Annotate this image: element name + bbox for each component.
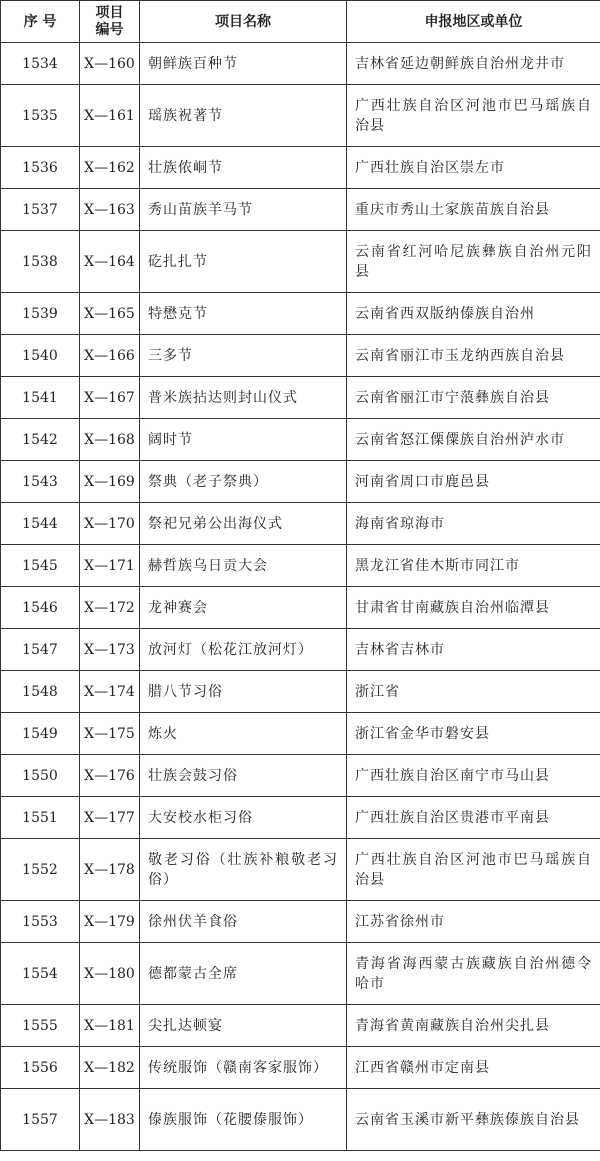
cell-name: 大安校水柜习俗 <box>140 797 347 839</box>
cell-name: 三多节 <box>140 335 347 377</box>
cell-region: 江苏省徐州市 <box>347 901 600 943</box>
cell-region: 广西壮族自治区河池市巴马瑶族自治县 <box>347 85 600 147</box>
cell-code: Ⅹ—182 <box>80 1047 140 1089</box>
cell-code: Ⅹ—183 <box>80 1089 140 1151</box>
table-row <box>1 377 600 419</box>
table-row <box>1 839 600 901</box>
table-row <box>1 671 600 713</box>
cell-name: 炼火 <box>140 713 347 755</box>
cell-seq: 1549 <box>1 713 80 755</box>
table-row <box>1 147 600 189</box>
cell-code: Ⅹ—180 <box>80 943 140 1005</box>
cell-region: 云南省丽江市玉龙纳西族自治县 <box>347 335 600 377</box>
cell-code: Ⅹ—172 <box>80 587 140 629</box>
cell-name: 普米族拈达则封山仪式 <box>140 377 347 419</box>
cell-region: 海南省琼海市 <box>347 503 600 545</box>
cell-seq: 1555 <box>1 1005 80 1047</box>
table-header-row <box>1 1 600 43</box>
cell-code: Ⅹ—169 <box>80 461 140 503</box>
table-row <box>1 545 600 587</box>
cell-name: 敬老习俗（壮族补粮敬老习俗） <box>140 839 347 901</box>
cell-seq: 1548 <box>1 671 80 713</box>
cell-name: 壮族会鼓习俗 <box>140 755 347 797</box>
cell-name: 壮族侬峒节 <box>140 147 347 189</box>
cell-name: 傣族服饰（花腰傣服饰） <box>140 1089 347 1151</box>
header-code <box>80 1 140 43</box>
cell-name: 矻扎扎节 <box>140 231 347 293</box>
cell-region: 云南省西双版纳傣族自治州 <box>347 293 600 335</box>
cell-seq: 1553 <box>1 901 80 943</box>
cell-seq: 1537 <box>1 189 80 231</box>
cell-seq: 1546 <box>1 587 80 629</box>
table-row <box>1 231 600 293</box>
cell-region: 青海省海西蒙古族藏族自治州德令哈市 <box>347 943 600 1005</box>
cell-code: Ⅹ—177 <box>80 797 140 839</box>
cell-region: 黑龙江省佳木斯市同江市 <box>347 545 600 587</box>
table-row <box>1 1047 600 1089</box>
cell-code: Ⅹ—173 <box>80 629 140 671</box>
cell-name: 腊八节习俗 <box>140 671 347 713</box>
table-row <box>1 335 600 377</box>
cell-region: 云南省玉溪市新平彝族傣族自治县 <box>347 1089 600 1151</box>
table-row <box>1 461 600 503</box>
cell-code: Ⅹ—168 <box>80 419 140 461</box>
cell-seq: 1534 <box>1 43 80 85</box>
cell-code: Ⅹ—160 <box>80 43 140 85</box>
cell-name: 德都蒙古全席 <box>140 943 347 1005</box>
table-row <box>1 901 600 943</box>
cell-region: 江西省赣州市定南县 <box>347 1047 600 1089</box>
header-seq: 序 号 <box>1 1 80 43</box>
table-row <box>1 587 600 629</box>
header-code-text: 项目 编号 <box>95 4 124 38</box>
cell-code: Ⅹ—176 <box>80 755 140 797</box>
table-row <box>1 85 600 147</box>
table-row <box>1 293 600 335</box>
cell-region: 广西壮族自治区贵港市平南县 <box>347 797 600 839</box>
table-row <box>1 419 600 461</box>
cell-name: 龙神赛会 <box>140 587 347 629</box>
cell-region: 甘肃省甘南藏族自治州临潭县 <box>347 587 600 629</box>
header-region: 申报地区或单位 <box>347 1 600 43</box>
cell-code: Ⅹ—161 <box>80 85 140 147</box>
cell-seq: 1536 <box>1 147 80 189</box>
cell-code: Ⅹ—174 <box>80 671 140 713</box>
cell-code: Ⅹ—179 <box>80 901 140 943</box>
cell-seq: 1554 <box>1 943 80 1005</box>
table-row <box>1 1089 600 1151</box>
cell-seq: 1556 <box>1 1047 80 1089</box>
table-row <box>1 755 600 797</box>
cell-region: 云南省红河哈尼族彝族自治州元阳县 <box>347 231 600 293</box>
cell-seq: 1538 <box>1 231 80 293</box>
table-row <box>1 503 600 545</box>
cell-seq: 1542 <box>1 419 80 461</box>
table-row <box>1 713 600 755</box>
cell-code: Ⅹ—178 <box>80 839 140 901</box>
table-row <box>1 943 600 1005</box>
cell-seq: 1545 <box>1 545 80 587</box>
cell-seq: 1547 <box>1 629 80 671</box>
cell-code: Ⅹ—167 <box>80 377 140 419</box>
cell-name: 徐州伏羊食俗 <box>140 901 347 943</box>
table-body <box>1 43 600 1151</box>
cell-name: 阔时节 <box>140 419 347 461</box>
cell-code: Ⅹ—175 <box>80 713 140 755</box>
cell-seq: 1535 <box>1 85 80 147</box>
cell-name: 尖扎达顿宴 <box>140 1005 347 1047</box>
cell-seq: 1543 <box>1 461 80 503</box>
cell-seq: 1551 <box>1 797 80 839</box>
cell-region: 广西壮族自治区南宁市马山县 <box>347 755 600 797</box>
cell-region: 广西壮族自治区河池市巴马瑶族自治县 <box>347 839 600 901</box>
cell-region: 吉林省延边朝鲜族自治州龙井市 <box>347 43 600 85</box>
table-row <box>1 189 600 231</box>
cell-code: Ⅹ—163 <box>80 189 140 231</box>
cell-region: 河南省周口市鹿邑县 <box>347 461 600 503</box>
cell-name: 特懋克节 <box>140 293 347 335</box>
table-row <box>1 629 600 671</box>
cell-region: 广西壮族自治区崇左市 <box>347 147 600 189</box>
cell-name: 朝鲜族百种节 <box>140 43 347 85</box>
cell-seq: 1540 <box>1 335 80 377</box>
cell-region: 云南省怒江傈僳族自治州泸水市 <box>347 419 600 461</box>
cell-seq: 1539 <box>1 293 80 335</box>
cell-name: 赫哲族乌日贡大会 <box>140 545 347 587</box>
cell-seq: 1544 <box>1 503 80 545</box>
cell-code: Ⅹ—181 <box>80 1005 140 1047</box>
cell-region: 云南省丽江市宁蒗彝族自治县 <box>347 377 600 419</box>
cell-code: Ⅹ—164 <box>80 231 140 293</box>
cell-region: 青海省黄南藏族自治州尖扎县 <box>347 1005 600 1047</box>
cell-region: 重庆市秀山土家族苗族自治县 <box>347 189 600 231</box>
cell-name: 瑶族祝著节 <box>140 85 347 147</box>
cell-seq: 1552 <box>1 839 80 901</box>
cell-name: 祭典（老子祭典） <box>140 461 347 503</box>
cell-code: Ⅹ—165 <box>80 293 140 335</box>
cell-code: Ⅹ—171 <box>80 545 140 587</box>
cell-region: 吉林省吉林市 <box>347 629 600 671</box>
cell-code: Ⅹ—166 <box>80 335 140 377</box>
cell-seq: 1557 <box>1 1089 80 1151</box>
table-row <box>1 43 600 85</box>
cell-region: 浙江省金华市磐安县 <box>347 713 600 755</box>
cell-name: 放河灯（松花江放河灯） <box>140 629 347 671</box>
table-row <box>1 797 600 839</box>
cell-name: 祭祀兄弟公出海仪式 <box>140 503 347 545</box>
cell-region: 浙江省 <box>347 671 600 713</box>
cell-code: Ⅹ—162 <box>80 147 140 189</box>
header-name: 项目名称 <box>140 1 347 43</box>
table-row <box>1 1005 600 1047</box>
cell-seq: 1550 <box>1 755 80 797</box>
cell-seq: 1541 <box>1 377 80 419</box>
cell-name: 秀山苗族羊马节 <box>140 189 347 231</box>
cell-code: Ⅹ—170 <box>80 503 140 545</box>
cell-name: 传统服饰（赣南客家服饰） <box>140 1047 347 1089</box>
